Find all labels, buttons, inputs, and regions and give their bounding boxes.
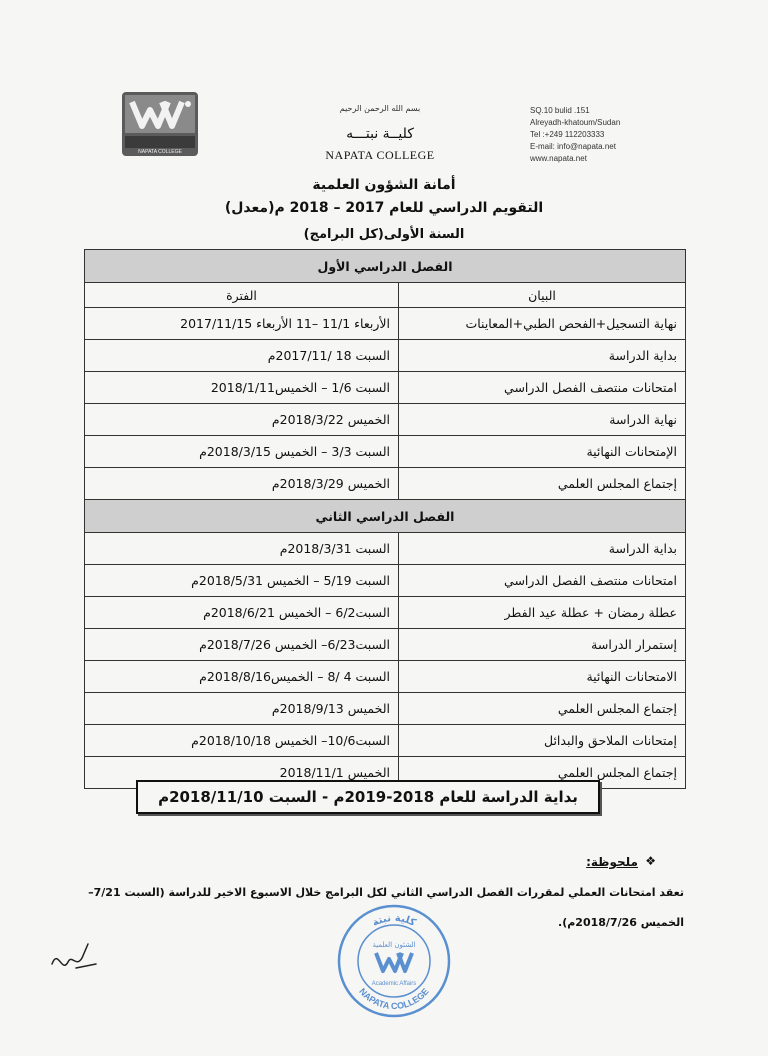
svg-text:الشئون العلمية: الشئون العلمية (372, 941, 416, 949)
svg-text:NAPATA COLLEGE: NAPATA COLLEGE (357, 986, 431, 1012)
event-description: إجتماع المجلس العلمي (399, 757, 686, 789)
year-title: السنة الأولى(كل البرامج) (303, 227, 465, 242)
semester2-title: الفصل الدراسي الثاني (85, 500, 686, 533)
table-row (85, 629, 686, 661)
table-row (85, 533, 686, 565)
basmala: بسم الله الرحمن الرحيم (339, 104, 421, 113)
event-period: الخميس 2018/9/13م (85, 693, 399, 725)
event-period: الخميس 2018/11/1 (85, 757, 399, 789)
event-period: السبت 3/3 – الخميس 2018/3/15م (85, 436, 399, 468)
table-row (85, 693, 686, 725)
column-header-row (85, 283, 686, 308)
event-period: السبت 2018/3/31م (85, 533, 399, 565)
event-period: السبت 18 /2017/11م (85, 340, 399, 372)
svg-text:NAPATA COLLEGE: NAPATA COLLEGE (138, 149, 182, 155)
event-period: الأربعاء 11/1 –11 الأربعاء 2017/11/15 (85, 308, 399, 340)
event-period: الخميس 2018/3/22م (85, 404, 399, 436)
event-description: نهاية الدراسة (399, 404, 686, 436)
event-description: امتحانات منتصف الفصل الدراسي (399, 565, 686, 597)
column-description-header: البيان (399, 283, 686, 308)
calendar-title: التقويم الدراسي للعام 2017 – 2018 م(معدل) (224, 200, 544, 216)
event-description: إستمرار الدراسة (399, 629, 686, 661)
table-row (85, 565, 686, 597)
svg-text:كلية نبتة: كلية نبتة (370, 912, 418, 929)
event-period: السبت10/6– الخميس 2018/10/18م (85, 725, 399, 757)
official-stamp-icon (336, 903, 452, 1019)
event-description: عطلة رمضان + عطلة عيد الفطر (399, 597, 686, 629)
event-period: السبت 5/19 – الخميس 2018/5/31م (85, 565, 399, 597)
office-title: أمانة الشؤون العلمية (312, 177, 456, 193)
note-title: ملحوظة: (586, 855, 638, 869)
event-description: الإمتحانات النهائية (399, 436, 686, 468)
contact-city: Alreyadh-khatoum/Sudan (530, 118, 621, 127)
semester-header-row (85, 250, 686, 283)
note-bullet-icon: ❖ (645, 854, 656, 868)
event-period: السبت 1/6 – الخميس2018/1/11 (85, 372, 399, 404)
college-name-en: NAPATA COLLEGE (325, 148, 435, 162)
column-period-header: الفترة (85, 283, 399, 308)
college-logo-icon (122, 92, 198, 156)
event-description: امتحانات منتصف الفصل الدراسي (399, 372, 686, 404)
semester-header-row (85, 500, 686, 533)
contact-info (530, 105, 700, 165)
college-name-ar: كليــة نبتـــه (346, 126, 414, 142)
signature-icon (48, 938, 108, 978)
table-row (85, 308, 686, 340)
event-period: السبت6/2 – الخميس 2018/6/21م (85, 597, 399, 629)
event-description: إمتحانات الملاحق والبدائل (399, 725, 686, 757)
table-row (85, 597, 686, 629)
next-year-start-banner: بداية الدراسة للعام 2018-2019م - السبت 2018/11/10م (136, 780, 600, 814)
table-row (85, 436, 686, 468)
event-description: نهاية التسجيل+الفحص الطبي+المعاينات (399, 308, 686, 340)
svg-text:Academic Affairs: Academic Affairs (371, 981, 417, 987)
table-row (85, 372, 686, 404)
event-description: الامتحانات النهائية (399, 661, 686, 693)
contact-email: E-mail: info@napata.net (530, 142, 616, 151)
semester1-title: الفصل الدراسي الأول (85, 250, 686, 283)
event-description: إجتماع المجلس العلمي (399, 468, 686, 500)
event-description: إجتماع المجلس العلمي (399, 693, 686, 725)
event-description: بداية الدراسة (399, 340, 686, 372)
contact-website: www.napata.net (530, 154, 587, 163)
table-row (85, 725, 686, 757)
academic-calendar-table (84, 249, 686, 789)
contact-phone: Tel :+249 112203333 (530, 130, 605, 139)
event-period: السبت 4 /8 – الخميس2018/8/16م (85, 661, 399, 693)
contact-address: SQ.10 bulid .151 (530, 106, 590, 115)
table-row (85, 468, 686, 500)
table-row (85, 661, 686, 693)
event-period: السبت6/23– الخميس 2018/7/26م (85, 629, 399, 661)
event-period: الخميس 2018/3/29م (85, 468, 399, 500)
table-row (85, 404, 686, 436)
table-row (85, 340, 686, 372)
event-description: بداية الدراسة (399, 533, 686, 565)
note-body: تعقد امتحانات العملي لمقررات الفصل الدراسي الثاني لكل البرامج خلال الاسبوع الاخير للدراسة (السبت 7/21– الخميس 2018/7/26م). (88, 886, 684, 929)
